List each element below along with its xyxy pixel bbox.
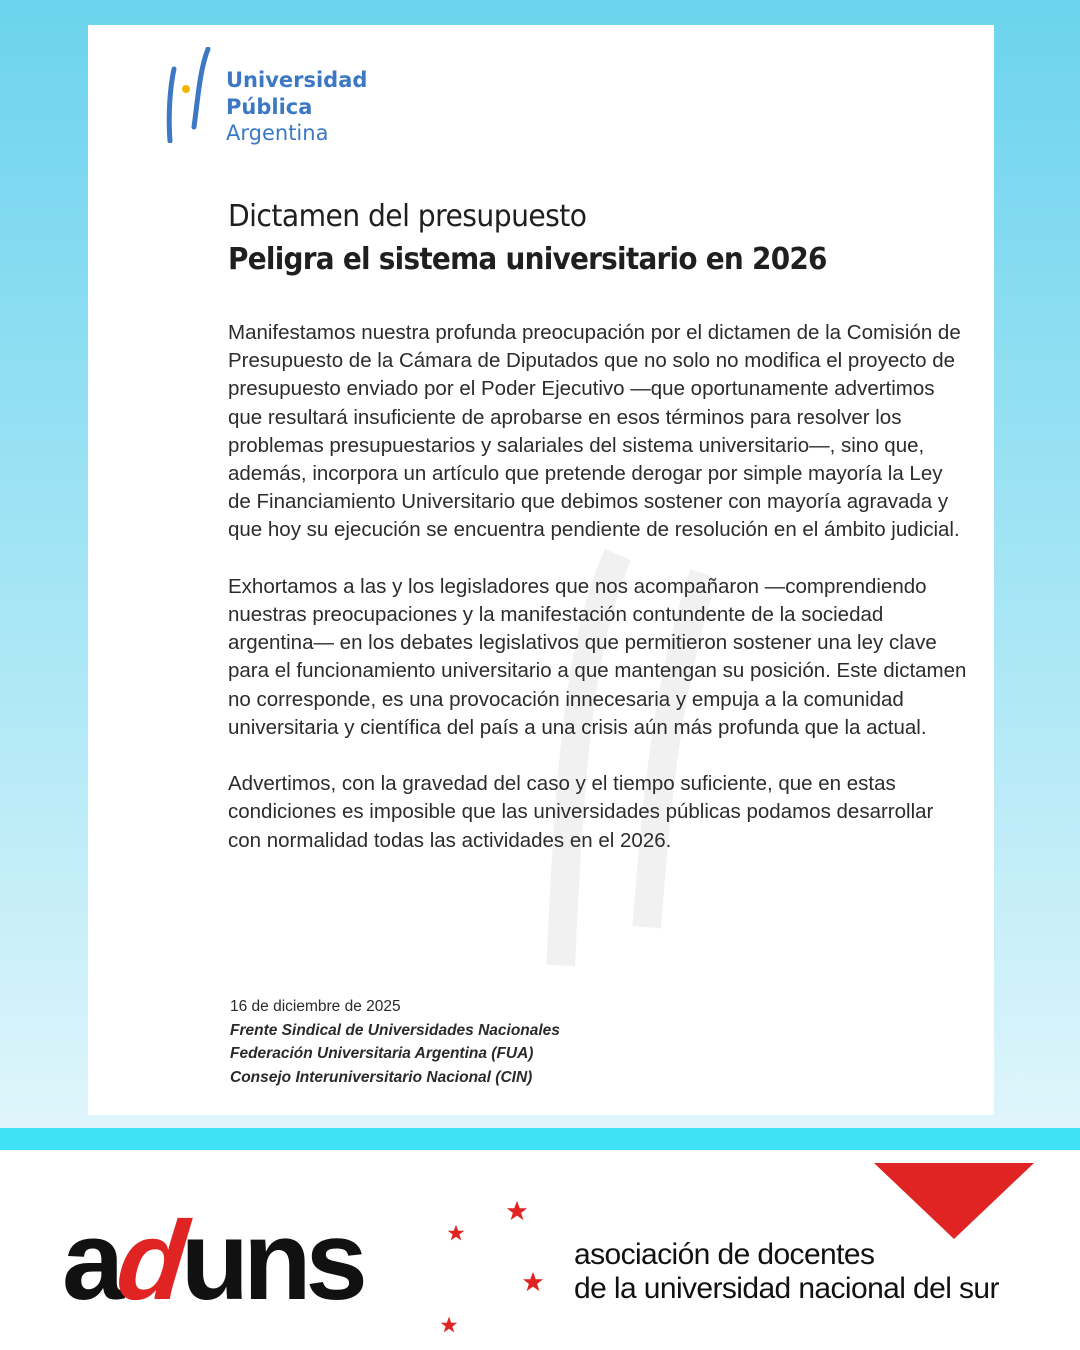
logo-line-3: Argentina — [226, 121, 329, 145]
page-title: Peligra el sistema universitario en 2026 — [228, 242, 827, 277]
document-sheet — [88, 25, 994, 1115]
star-icon — [440, 1316, 458, 1334]
divider-band — [0, 1128, 1080, 1150]
aduns-logo — [62, 1196, 362, 1326]
paragraph-3: Advertimos, con la gravedad del caso y el tiempo suficiente, que en estas condiciones es imposible que las universidades públicas podamos desarrollar con normalidad todas las actividades en el 2026. — [228, 772, 934, 852]
association-name — [574, 1238, 999, 1306]
logo-line-1: Universidad — [226, 68, 368, 92]
star-icon — [447, 1224, 465, 1242]
red-triangle-icon — [874, 1163, 1034, 1239]
signature-block — [230, 995, 560, 1089]
statement-body — [228, 319, 968, 883]
signature-org-3: Consejo Interuniversitario Nacional (CIN) — [230, 1068, 533, 1086]
star-icon — [506, 1200, 528, 1222]
signature-date: 16 de diciembre de 2025 — [230, 998, 401, 1015]
page-subtitle: Dictamen del presupuesto — [228, 199, 587, 234]
aduns-letter-a: a — [62, 1198, 119, 1323]
association-line-2: de la universidad nacional del sur — [574, 1272, 999, 1305]
association-line-1: asociación de docentes — [574, 1238, 875, 1271]
signature-org-2: Federación Universitaria Argentina (FUA) — [230, 1045, 534, 1062]
star-icon — [522, 1271, 544, 1293]
logo-line-2: Pública — [226, 94, 313, 119]
title-block — [228, 197, 948, 283]
paragraph-2: Exhortamos a las y los legisladores que nos acompañaron —comprendiendo nuestras preocupaciones y la manifestación contundente de la sociedad argentina— en los debates legislativos que permitieron sostener una ley clave para el funcionamiento universitario a que mantengan su posición. Este dictamen no corresponde, es una provocación innecesaria y empuja a la comunidad universitaria y científica del país a una crisis aún más profunda que la actual. — [228, 574, 967, 739]
signature-org-1: Frente Sindical de Universidades Nacionales — [230, 1021, 560, 1039]
universidad-logo-text — [226, 67, 367, 147]
aduns-letters-uns: uns — [180, 1198, 362, 1323]
paragraph-1: Manifestamos nuestra profunda preocupación por el dictamen de la Comisión de Presupuesto de la Cámara de Diputados que no solo no modifica el proyecto de presupuesto enviado por el Poder Ejecutivo —que oportunamente advertimos que resultará insuficiente de aprobarse en esos términos para resolver los problemas presupuestarios y salariales del sistema universitario—, sino que, además, incorpora un artículo que pretende derogar por simple mayoría la Ley de Financiamiento Universitario que debimos sostener con mayoría agravada y que hoy su ejecución se encuentra pendiente de resolución en el ámbito judicial. — [228, 321, 961, 542]
aduns-letter-d: d — [111, 1198, 188, 1323]
universidad-logo-icon — [164, 47, 212, 143]
